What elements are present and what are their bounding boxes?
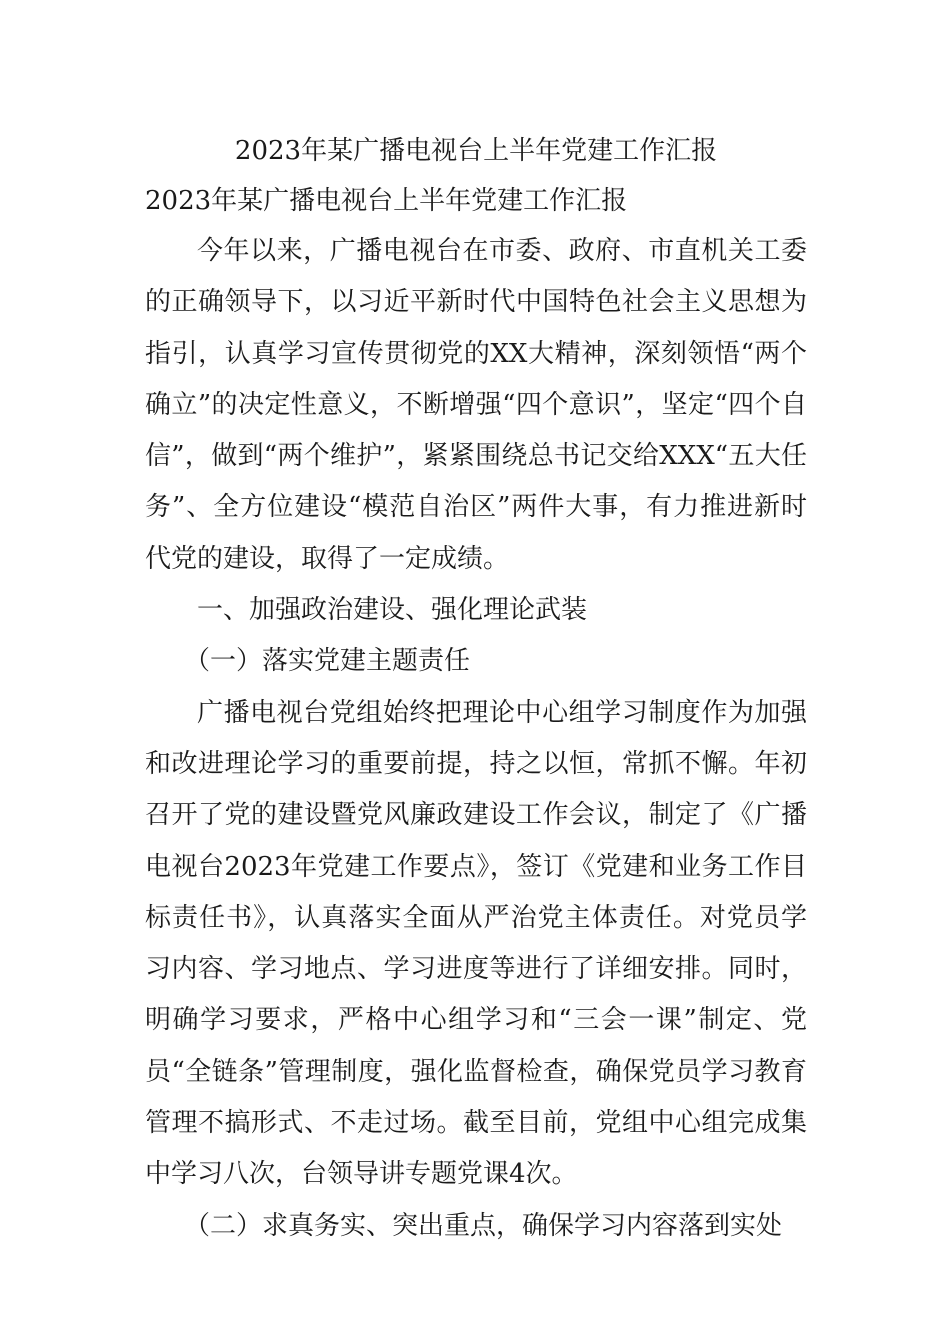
subsection-heading-2: （二）求真务实、突出重点，确保学习内容落到实处 xyxy=(184,1210,783,1241)
intro-paragraph: 今年以来，广播电视台在市委、政府、市直机关工委的正确领导下，以习近平新时代中国特色社会主义思想为指引，认真学习宣传贯彻党的XX大精神，深刻领悟“两个确立”的决定性意义，不断增强“四个意识”，坚定“四个自信”，做到“两个维护”，紧紧围绕总书记交给XXX“五大任务”、全方位建设“模范自治区”两件大事，有力推进新时代党的建设，取得了一定成绩。 xyxy=(145,236,807,574)
subsection-paragraph-1: 广播电视台党组始终把理论中心组学习制度作为加强和改进理论学习的重要前提，持之以恒，常抓不懈。年初召开了党的建设暨党风廉政建设工作会议，制定了《广播电视台2023年党建工作要点》，签订《党建和业务工作目标责任书》，认真落实全面从严治党主体责任。对党员学习内容、学习地点、学习进度等进行了详细安排。同时，明确学习要求，严格中心组学习和“三会一课”制定、党员“全链条”管理制度，强化监督检查，确保党员学习教育管理不搞形式、不走过场。截至目前，党组中心组完成集中学习八次，台领导讲专题党课4次。 xyxy=(145,697,807,1190)
document-body xyxy=(145,126,807,1252)
document-subtitle: 2023年某广播电视台上半年党建工作汇报 xyxy=(145,186,628,216)
document-title: 2023年某广播电视台上半年党建工作汇报 xyxy=(234,136,718,166)
section-heading-1: 一、加强政治建设、强化理论武装 xyxy=(197,595,588,626)
subsection-heading-1: （一）落实党建主题责任 xyxy=(184,646,471,677)
